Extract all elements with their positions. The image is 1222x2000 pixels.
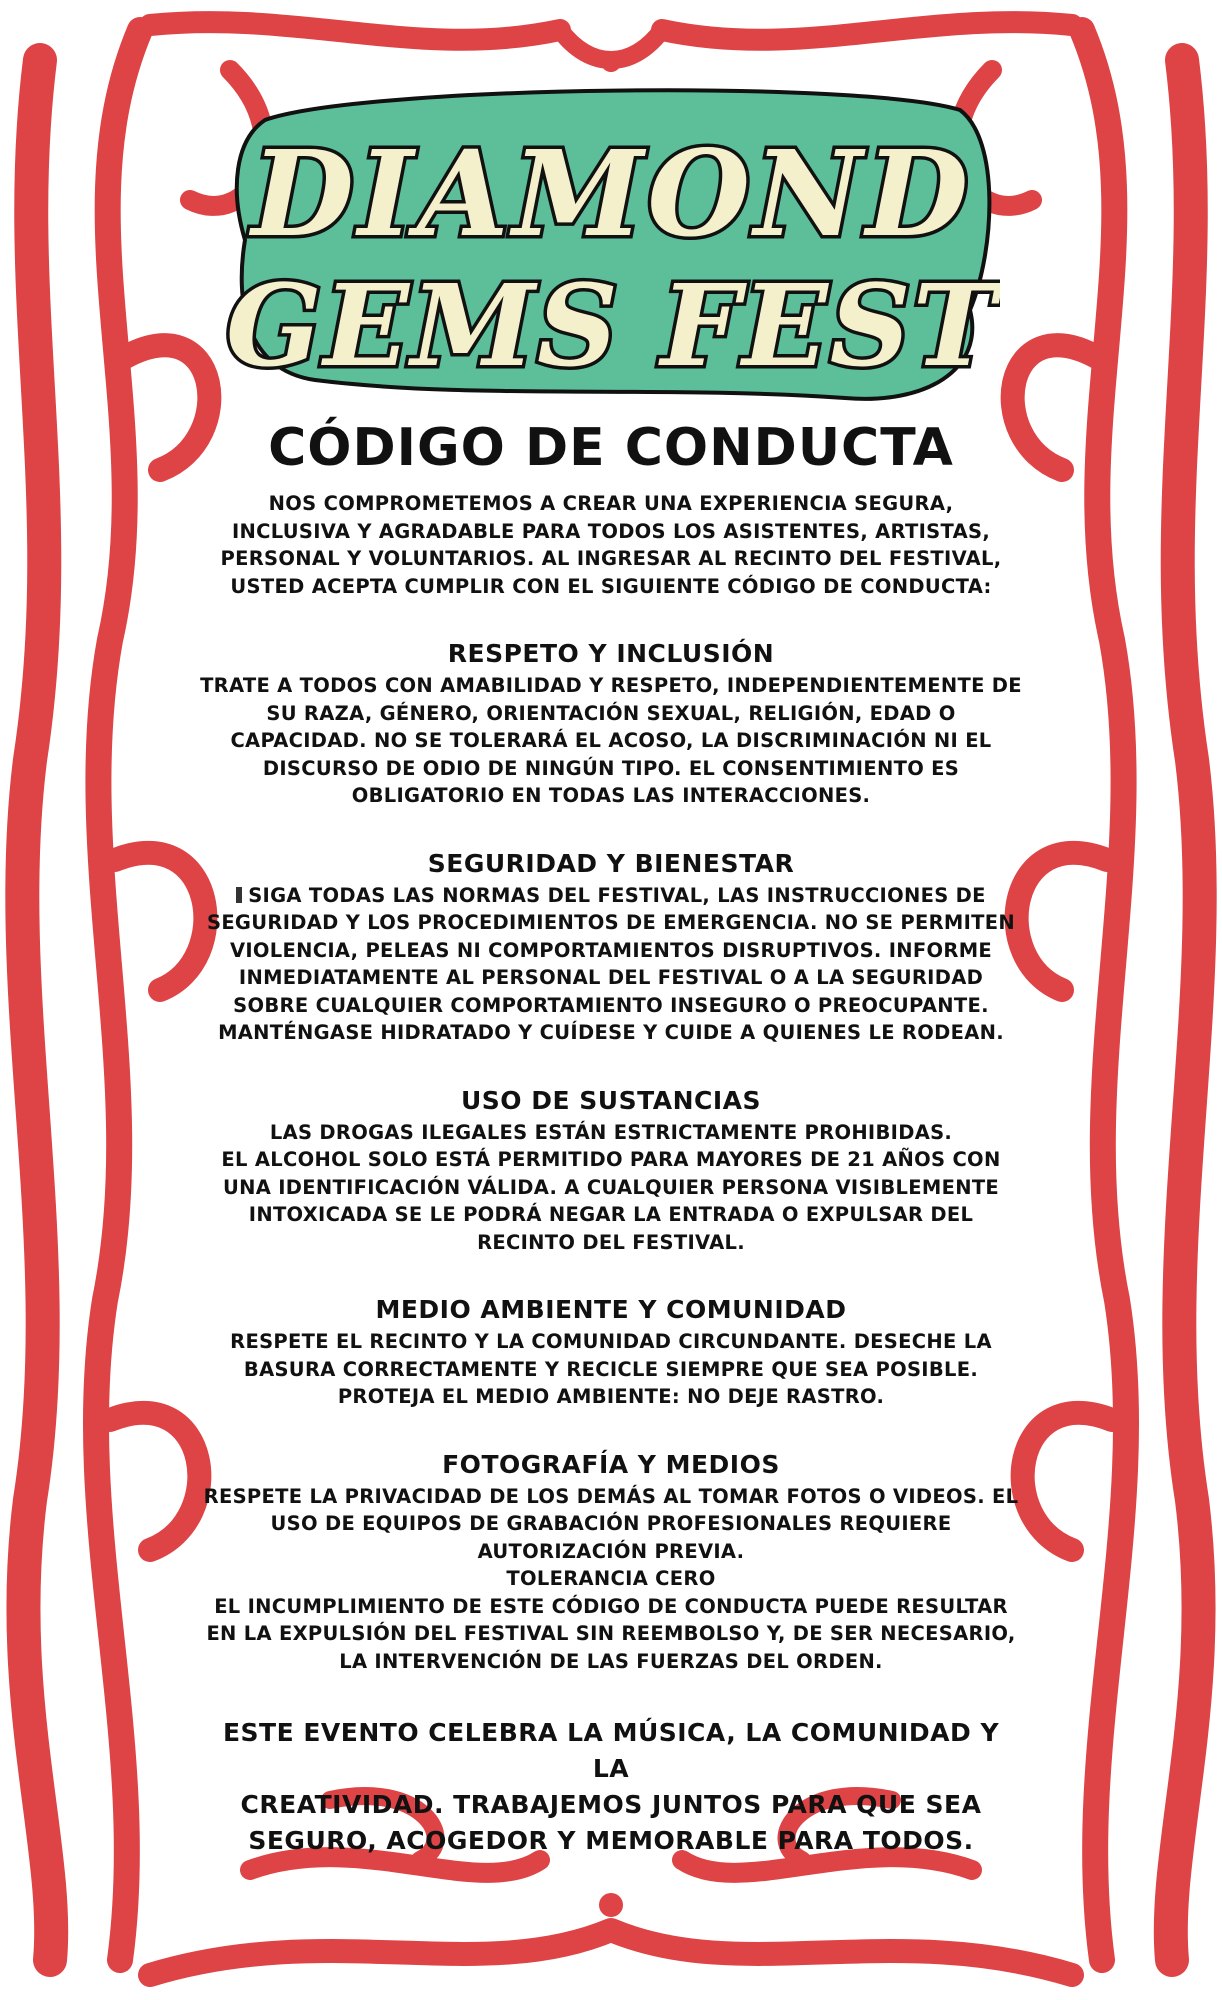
section-body: LAS DROGAS ILEGALES ESTÁN ESTRICTAMENTE PROHIBIDAS. EL ALCOHOL SOLO ESTÁ PERMITIDO PARA MAYORES DE 21 AÑOS CON UNA IDENTIFICACIÓN VÁLIDA. A CUALQUIER PERSONA VISIBLEMENTE INTOXICADA SE LE PODRÁ NEGAR LA ENTRADA O EXPULSAR DEL RECINTO DEL FESTIVAL. [221, 1120, 1001, 1254]
section-heading: USO DE SUSTANCIAS [461, 1085, 761, 1115]
logo-line-gems-fest: Gems Fest [226, 261, 998, 392]
section-body: RESPETE LA PRIVACIDAD DE LOS DEMÁS AL TOMAR FOTOS O VIDEOS. EL USO DE EQUIPOS DE GRABACIÓN PROFESIONALES REQUIERE AUTORIZACIÓN PREVIA. TOLERANCIA CERO EL INCUMPLIMIENTO DE ESTE CÓDIGO DE CONDUCTA PUEDE RESULTAR EN LA EXPULSIÓN DEL FESTIVAL SIN REEMBOLSO Y, DE SER NECESARIO, LA INTERVENCIÓN DE LAS FUERZAS DEL ORDEN. [200, 1483, 1022, 1676]
section-fotografia [200, 1449, 1022, 1676]
section-heading: SEGURIDAD Y BIENESTAR [427, 848, 795, 878]
page-title: CÓDIGO DE CONDUCTA [268, 418, 954, 478]
code-of-conduct [200, 412, 1022, 1859]
festival-logo [225, 80, 1000, 410]
section-body: TRATE A TODOS CON AMABILIDAD Y RESPETO, INDEPENDIENTEMENTE DE SU RAZA, GÉNERO, ORIENTACIÓN SEXUAL, RELIGIÓN, EDAD O CAPACIDAD. NO SE TOLERARÁ EL ACOSO, LA DISCRIMINACIÓN NI EL DISCURSO DE ODIO DE NINGÚN TIPO. EL CONSENTIMIENTO ES OBLIGATORIO EN TODAS LAS INTERACCIONES. [200, 674, 1022, 807]
missing-glyph-icon [236, 887, 242, 903]
sub-heading-tolerancia: TOLERANCIA CERO [506, 1567, 716, 1590]
intro-paragraph: NOS COMPROMETEMOS A CREAR UNA EXPERIENCIA SEGURA, INCLUSIVA Y AGRADABLE PARA TODOS LOS ASISTENTES, ARTISTAS, PERSONAL Y VOLUNTARIOS. AL INGRESAR AL RECINTO DEL FESTIVAL, USTED ACEPTA CUMPLIR CON EL SIGUIENTE CÓDIGO DE CONDUCTA: [220, 492, 1002, 598]
section-medio-ambiente [200, 1294, 1022, 1411]
section-sustancias [200, 1085, 1022, 1257]
section-body: SIGA TODAS LAS NORMAS DEL FESTIVAL, LAS INSTRUCCIONES DE SEGURIDAD Y LOS PROCEDIMIENTOS DE EMERGENCIA. NO SE PERMITEN VIOLENCIA, PELEAS NI COMPORTAMIENTOS DISRUPTIVOS. INFORME INMEDIATAMENTE AL PERSONAL DEL FESTIVAL O A LA SEGURIDAD SOBRE CUALQUIER COMPORTAMIENTO INSEGURO O PREOCUPANTE. MANTÉNGASE HIDRATADO Y CUÍDESE Y CUIDE A QUIENES LE RODEAN. [206, 883, 1016, 1044]
section-body: RESPETE EL RECINTO Y LA COMUNIDAD CIRCUNDANTE. DESECHE LA BASURA CORRECTAMENTE Y RECICLE SIEMPRE QUE SEA POSIBLE. PROTEJA EL MEDIO AMBIENTE: NO DEJE RASTRO. [230, 1330, 992, 1408]
section-seguridad [200, 848, 1022, 1047]
logo-line-diamond: Diamond [251, 124, 973, 263]
section-heading: MEDIO AMBIENTE Y COMUNIDAD [375, 1295, 847, 1324]
section-heading: RESPETO Y INCLUSIÓN [447, 639, 775, 668]
section-heading: FOTOGRAFÍA Y MEDIOS [442, 1449, 780, 1479]
closing-statement: ESTE EVENTO CELEBRA LA MÚSICA, LA COMUNIDAD Y LA CREATIVIDAD. TRABAJEMOS JUNTOS PARA QUE SEA SEGURO, ACOGEDOR Y MEMORABLE PARA TODOS. [222, 1718, 1000, 1855]
section-respeto [200, 638, 1022, 810]
